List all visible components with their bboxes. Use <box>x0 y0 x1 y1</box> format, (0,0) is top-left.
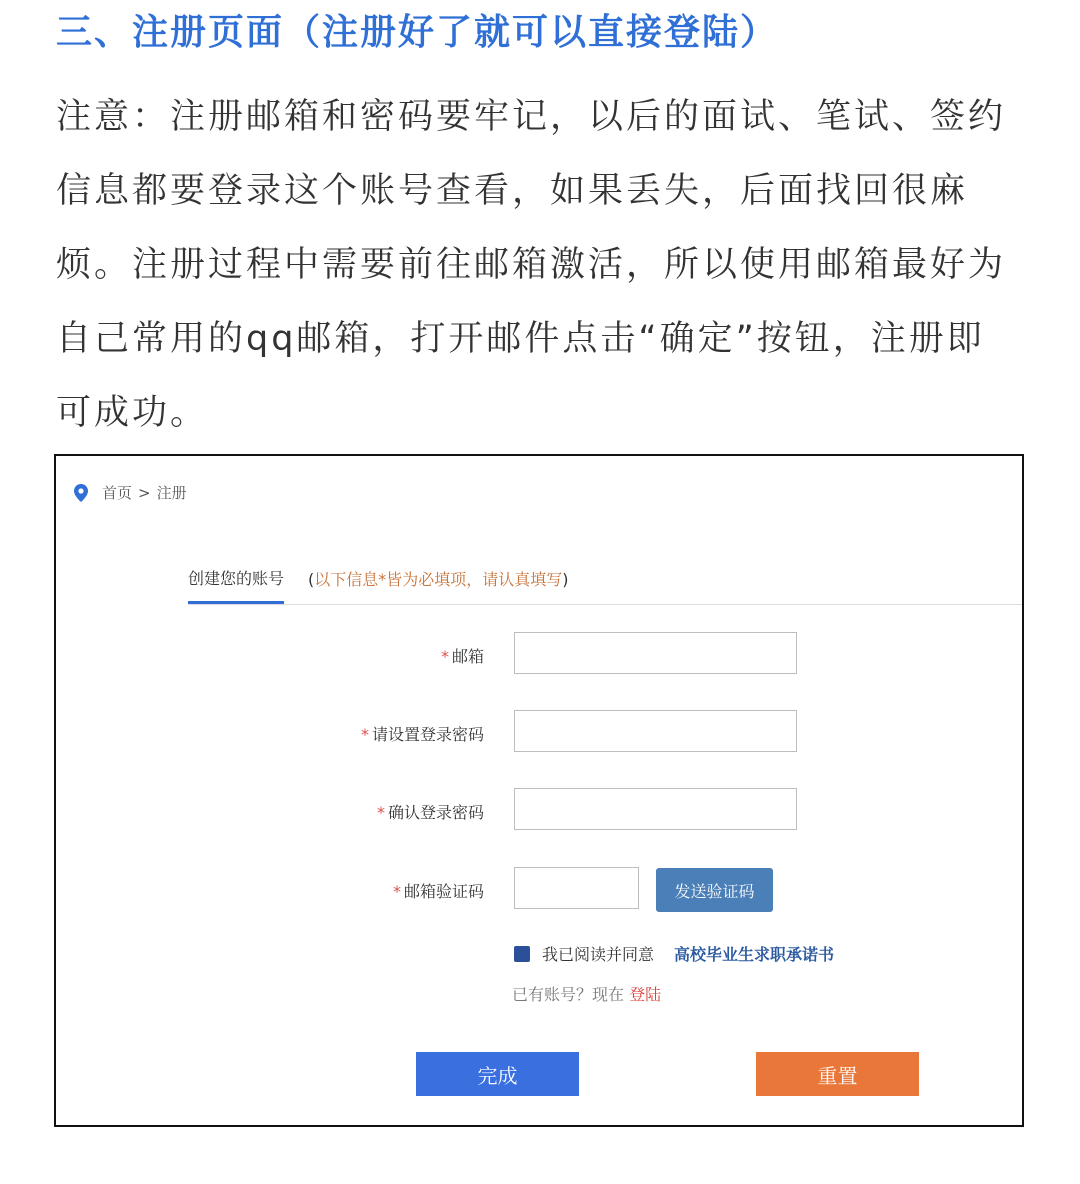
email-label <box>441 644 484 667</box>
login-prompt <box>512 982 661 1005</box>
form-tab-row <box>188 566 1024 605</box>
pledge-link[interactable]: 高校毕业生求职承诺书 <box>674 945 835 964</box>
breadcrumb-separator: > <box>138 483 151 502</box>
breadcrumb-home[interactable]: 首页 <box>102 484 133 502</box>
email-field[interactable] <box>514 632 797 674</box>
confirm-password-field[interactable] <box>514 788 797 830</box>
required-hint <box>308 567 569 590</box>
login-link[interactable]: 登陆 <box>629 985 662 1004</box>
password-label <box>361 722 484 745</box>
article-heading: 三、注册页面（注册好了就可以直接登陆） <box>56 12 779 53</box>
submit-button[interactable]: 完成 <box>416 1052 579 1096</box>
required-mark: * <box>440 647 449 666</box>
hint-open-paren: ( <box>308 570 315 589</box>
password-label-text: 请设置登录密码 <box>371 725 484 744</box>
email-label-text: 邮箱 <box>451 647 484 666</box>
breadcrumb <box>74 482 193 503</box>
send-code-button[interactable]: 发送验证码 <box>656 868 773 912</box>
email-code-label <box>393 879 484 902</box>
required-mark: * <box>376 803 385 822</box>
location-pin-icon <box>74 484 88 502</box>
agreement-row <box>514 942 834 965</box>
tab-create-account[interactable]: 创建您的账号 <box>188 566 284 604</box>
code-label-text: 邮箱验证码 <box>403 882 484 901</box>
hint-text: 以下信息*皆为必填项，请认真填写 <box>314 570 563 589</box>
article-paragraph: 注意：注册邮箱和密码要牢记，以后的面试、笔试、签约信息都要登录这个账号查看，如果丢失，后面找回很麻烦。注册过程中需要前往邮箱激活，所以使用邮箱最好为自己常用的qq邮箱，打开邮件点击“确定”按钮，注册即可成功。 <box>56 97 1007 433</box>
password-field[interactable] <box>514 710 797 752</box>
confirm-password-label <box>377 800 484 823</box>
reset-button[interactable]: 重置 <box>756 1052 919 1096</box>
hint-close-paren: ) <box>562 570 569 589</box>
required-mark: * <box>392 882 401 901</box>
agree-text: 我已阅读并同意 <box>542 945 655 964</box>
confirm-label-text: 确认登录密码 <box>387 803 484 822</box>
have-account-text: 已有账号？现在 <box>512 985 625 1004</box>
agree-checkbox[interactable] <box>514 946 530 962</box>
required-mark: * <box>360 725 369 744</box>
breadcrumb-current: 注册 <box>156 484 187 502</box>
registration-screenshot <box>54 454 1024 1127</box>
email-code-field[interactable] <box>514 867 639 909</box>
